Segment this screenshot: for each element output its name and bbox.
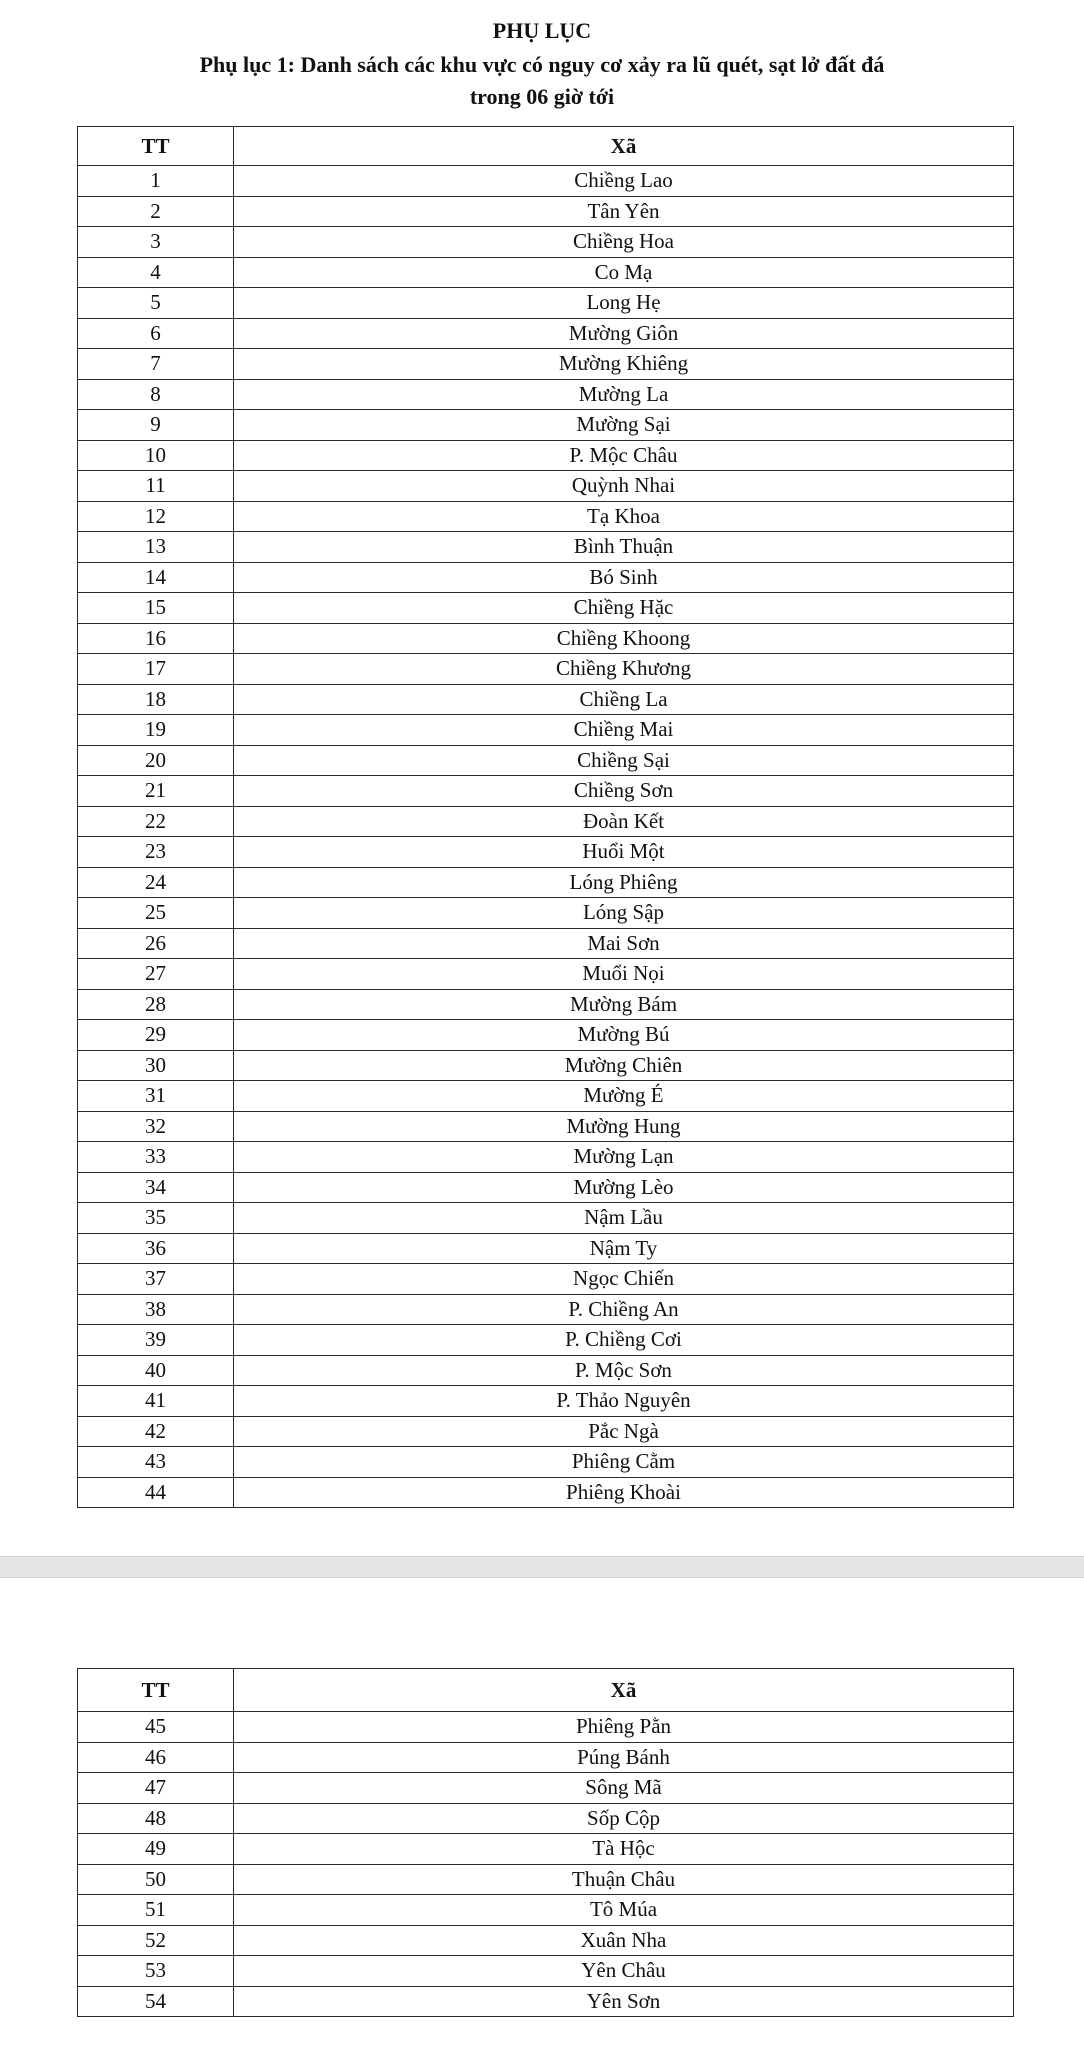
table-row [78, 1447, 1014, 1478]
table-row [78, 776, 1014, 807]
row-number-cell: 11 [78, 471, 234, 502]
table-row [78, 1416, 1014, 1447]
table-body-page-2 [78, 1712, 1014, 2017]
commune-name-cell: Bình Thuận [234, 532, 1014, 563]
commune-name-cell: Mường Sại [234, 410, 1014, 441]
row-number-cell: 45 [78, 1712, 234, 1743]
row-number-cell: 51 [78, 1895, 234, 1926]
table-row [78, 1111, 1014, 1142]
commune-name-cell: Mường Giôn [234, 318, 1014, 349]
table-row [78, 1864, 1014, 1895]
commune-name-cell: P. Mộc Sơn [234, 1355, 1014, 1386]
table-row [78, 1742, 1014, 1773]
row-number-cell: 52 [78, 1925, 234, 1956]
table-row [78, 1142, 1014, 1173]
table-row [78, 593, 1014, 624]
row-number-cell: 17 [78, 654, 234, 685]
table-row [78, 745, 1014, 776]
row-number-cell: 2 [78, 196, 234, 227]
row-number-cell: 20 [78, 745, 234, 776]
row-number-cell: 44 [78, 1477, 234, 1508]
row-number-cell: 41 [78, 1386, 234, 1417]
row-number-cell: 28 [78, 989, 234, 1020]
table-row [78, 562, 1014, 593]
table-row [78, 471, 1014, 502]
commune-name-cell: P. Chiềng An [234, 1294, 1014, 1325]
table-row [78, 227, 1014, 258]
table-row [78, 837, 1014, 868]
commune-name-cell: Mường Hung [234, 1111, 1014, 1142]
row-number-cell: 33 [78, 1142, 234, 1173]
commune-name-cell: Tạ Khoa [234, 501, 1014, 532]
row-number-cell: 29 [78, 1020, 234, 1051]
commune-name-cell: P. Mộc Châu [234, 440, 1014, 471]
commune-name-cell: Pắc Ngà [234, 1416, 1014, 1447]
commune-name-cell: Chiềng Lao [234, 166, 1014, 197]
document-page-2 [0, 1578, 1084, 2048]
column-header-tt: TT [78, 1669, 234, 1712]
table-row [78, 196, 1014, 227]
commune-name-cell: Tà Hộc [234, 1834, 1014, 1865]
commune-name-cell: Xuân Nha [234, 1925, 1014, 1956]
commune-name-cell: Mai Sơn [234, 928, 1014, 959]
row-number-cell: 15 [78, 593, 234, 624]
table-row [78, 715, 1014, 746]
table-row [78, 928, 1014, 959]
row-number-cell: 36 [78, 1233, 234, 1264]
table-row [78, 1834, 1014, 1865]
column-header-xa: Xã [234, 1669, 1014, 1712]
table-row [78, 1925, 1014, 1956]
table-row [78, 1294, 1014, 1325]
table-row [78, 1986, 1014, 2017]
row-number-cell: 49 [78, 1834, 234, 1865]
row-number-cell: 30 [78, 1050, 234, 1081]
commune-name-cell: Chiềng Hoa [234, 227, 1014, 258]
table-row [78, 1325, 1014, 1356]
table-row [78, 623, 1014, 654]
table-row [78, 1773, 1014, 1804]
row-number-cell: 50 [78, 1864, 234, 1895]
commune-name-cell: Muổi Nọi [234, 959, 1014, 990]
commune-name-cell: Chiềng Khương [234, 654, 1014, 685]
commune-name-cell: Chiềng La [234, 684, 1014, 715]
row-number-cell: 27 [78, 959, 234, 990]
row-number-cell: 7 [78, 349, 234, 380]
row-number-cell: 24 [78, 867, 234, 898]
row-number-cell: 9 [78, 410, 234, 441]
commune-name-cell: Long Hẹ [234, 288, 1014, 319]
commune-name-cell: Mường Chiên [234, 1050, 1014, 1081]
commune-name-cell: Mường É [234, 1081, 1014, 1112]
row-number-cell: 5 [78, 288, 234, 319]
row-number-cell: 43 [78, 1447, 234, 1478]
commune-name-cell: Huổi Một [234, 837, 1014, 868]
table-row [78, 349, 1014, 380]
row-number-cell: 42 [78, 1416, 234, 1447]
table-body-page-1 [78, 166, 1014, 1508]
commune-name-cell: P. Thảo Nguyên [234, 1386, 1014, 1417]
commune-name-cell: Chiềng Sại [234, 745, 1014, 776]
row-number-cell: 40 [78, 1355, 234, 1386]
table-row [78, 1264, 1014, 1295]
table-row [78, 1477, 1014, 1508]
row-number-cell: 12 [78, 501, 234, 532]
table-row [78, 410, 1014, 441]
commune-name-cell: Phiêng Pằn [234, 1712, 1014, 1743]
table-row [78, 1050, 1014, 1081]
commune-name-cell: Đoàn Kết [234, 806, 1014, 837]
commune-name-cell: Yên Sơn [234, 1986, 1014, 2017]
commune-name-cell: Sốp Cộp [234, 1803, 1014, 1834]
row-number-cell: 35 [78, 1203, 234, 1234]
row-number-cell: 3 [78, 227, 234, 258]
column-header-tt: TT [78, 127, 234, 166]
table-row [78, 318, 1014, 349]
commune-name-cell: Nậm Lầu [234, 1203, 1014, 1234]
row-number-cell: 46 [78, 1742, 234, 1773]
commune-name-cell: Mường La [234, 379, 1014, 410]
table-row [78, 1203, 1014, 1234]
row-number-cell: 1 [78, 166, 234, 197]
page-separator [0, 1556, 1084, 1578]
commune-name-cell: Mường Lèo [234, 1172, 1014, 1203]
table-row [78, 440, 1014, 471]
row-number-cell: 32 [78, 1111, 234, 1142]
row-number-cell: 14 [78, 562, 234, 593]
commune-name-cell: Púng Bánh [234, 1742, 1014, 1773]
table-row [78, 1386, 1014, 1417]
table-header-row [78, 127, 1014, 166]
row-number-cell: 39 [78, 1325, 234, 1356]
commune-name-cell: Lóng Phiêng [234, 867, 1014, 898]
row-number-cell: 38 [78, 1294, 234, 1325]
commune-name-cell: Phiêng Khoài [234, 1477, 1014, 1508]
commune-name-cell: Chiềng Khoong [234, 623, 1014, 654]
table-row [78, 379, 1014, 410]
table-row [78, 1020, 1014, 1051]
table-row [78, 288, 1014, 319]
table-row [78, 959, 1014, 990]
appendix-subtitle-line2: trong 06 giờ tới [469, 84, 615, 109]
table-row [78, 257, 1014, 288]
appendix-title: PHỤ LỤC [492, 18, 592, 43]
table-row [78, 1172, 1014, 1203]
table-row [78, 1803, 1014, 1834]
table-row [78, 898, 1014, 929]
commune-name-cell: Yên Châu [234, 1956, 1014, 1987]
table-header-row [78, 1669, 1014, 1712]
row-number-cell: 37 [78, 1264, 234, 1295]
row-number-cell: 13 [78, 532, 234, 563]
table-row [78, 867, 1014, 898]
commune-name-cell: Mường Bú [234, 1020, 1014, 1051]
row-number-cell: 34 [78, 1172, 234, 1203]
commune-name-cell: Lóng Sập [234, 898, 1014, 929]
commune-table-page-1 [77, 126, 1014, 1508]
commune-name-cell: Thuận Châu [234, 1864, 1014, 1895]
row-number-cell: 53 [78, 1956, 234, 1987]
table-row [78, 654, 1014, 685]
row-number-cell: 23 [78, 837, 234, 868]
row-number-cell: 8 [78, 379, 234, 410]
commune-name-cell: Co Mạ [234, 257, 1014, 288]
commune-name-cell: Sông Mã [234, 1773, 1014, 1804]
commune-name-cell: P. Chiềng Cơi [234, 1325, 1014, 1356]
table-row [78, 1233, 1014, 1264]
table-row [78, 501, 1014, 532]
commune-name-cell: Chiềng Sơn [234, 776, 1014, 807]
row-number-cell: 18 [78, 684, 234, 715]
commune-name-cell: Phiêng Cằm [234, 1447, 1014, 1478]
table-row [78, 1712, 1014, 1743]
commune-name-cell: Tô Múa [234, 1895, 1014, 1926]
table-row [78, 1956, 1014, 1987]
commune-name-cell: Chiềng Mai [234, 715, 1014, 746]
row-number-cell: 10 [78, 440, 234, 471]
row-number-cell: 16 [78, 623, 234, 654]
row-number-cell: 19 [78, 715, 234, 746]
appendix-subtitle: Phụ lục 1: Danh sách các khu vực có nguy cơ xảy ra lũ quét, sạt lở đất đá [199, 52, 885, 77]
column-header-xa: Xã [234, 127, 1014, 166]
row-number-cell: 26 [78, 928, 234, 959]
table-row [78, 166, 1014, 197]
row-number-cell: 48 [78, 1803, 234, 1834]
table-row [78, 1355, 1014, 1386]
commune-table-page-2 [77, 1668, 1014, 2017]
table-row [78, 1081, 1014, 1112]
row-number-cell: 54 [78, 1986, 234, 2017]
commune-name-cell: Nậm Ty [234, 1233, 1014, 1264]
commune-name-cell: Chiềng Hặc [234, 593, 1014, 624]
table-row [78, 1895, 1014, 1926]
row-number-cell: 47 [78, 1773, 234, 1804]
row-number-cell: 4 [78, 257, 234, 288]
commune-name-cell: Bó Sinh [234, 562, 1014, 593]
table-row [78, 806, 1014, 837]
table-row [78, 684, 1014, 715]
commune-name-cell: Mường Bám [234, 989, 1014, 1020]
commune-name-cell: Quỳnh Nhai [234, 471, 1014, 502]
commune-name-cell: Mường Khiêng [234, 349, 1014, 380]
commune-name-cell: Tân Yên [234, 196, 1014, 227]
commune-name-cell: Ngọc Chiến [234, 1264, 1014, 1295]
row-number-cell: 31 [78, 1081, 234, 1112]
table-row [78, 532, 1014, 563]
row-number-cell: 22 [78, 806, 234, 837]
table-row [78, 989, 1014, 1020]
row-number-cell: 21 [78, 776, 234, 807]
commune-name-cell: Mường Lạn [234, 1142, 1014, 1173]
row-number-cell: 6 [78, 318, 234, 349]
row-number-cell: 25 [78, 898, 234, 929]
